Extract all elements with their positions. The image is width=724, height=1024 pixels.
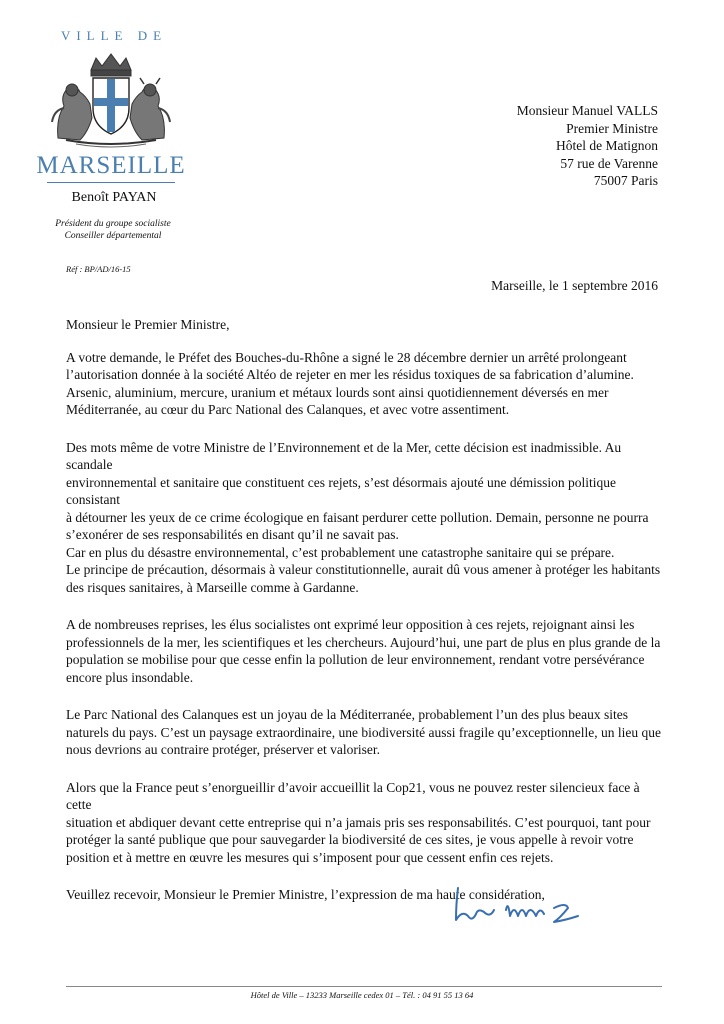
text-line: situation et abdiquer devant cette entreprise qui n’a jamais pris ses responsabilités. C’est pourquoi, tant pour xyxy=(66,814,651,830)
salutation: Monsieur le Premier Ministre, xyxy=(66,317,230,332)
text-line: professionnels de la mer, les scientifiques et les chercheurs. Aujourd’hui, une part de plus en plus grande de la xyxy=(66,634,661,650)
text-line: encore plus insondable. xyxy=(66,669,194,685)
text-line: A de nombreuses reprises, les élus socialistes ont exprimé leur opposition à ces rejets, rejoignant ainsi les xyxy=(66,617,635,632)
text-line: population se mobilise pour que cesse enfin la pollution de leur environnement, rendant votre persévérance xyxy=(66,652,645,667)
letterhead-rule xyxy=(47,182,175,183)
text-line: à détourner les yeux de ce crime écologique en faisant perdurer cette pollution. Demain, personne ne pourra xyxy=(66,509,649,525)
city-name: MARSEILLE xyxy=(36,152,186,179)
paragraph xyxy=(66,616,662,686)
paragraph xyxy=(66,349,662,419)
marseille-coat-of-arms-icon xyxy=(46,48,176,150)
letter-body xyxy=(66,316,662,924)
text-line: A votre demande, le Préfet des Bouches-du-Rhône a signé le 28 décembre dernier un arrêté prolongeant xyxy=(66,349,627,365)
handwritten-signature-icon xyxy=(450,880,600,930)
recipient-line: 57 rue de Varenne xyxy=(560,155,658,171)
text-line: Le principe de précaution, désormais à valeur constitutionnelle, aurait dû vous amener à protéger les habitants xyxy=(66,562,661,577)
reference: Réf : BP/AD/16-15 xyxy=(66,264,131,274)
footer-rule xyxy=(66,986,662,987)
closing: Veuillez recevoir, Monsieur le Premier Ministre, l’expression de ma haute considération, xyxy=(66,887,545,902)
ville-de-label: VILLE DE xyxy=(60,28,168,43)
sender-title-1: Président du groupe socialiste xyxy=(55,219,171,229)
text-line: s’exonérer de ses responsabilités en disant qu’il ne savait pas. xyxy=(66,527,399,542)
paragraph xyxy=(66,779,662,867)
footer-address: Hôtel de Ville – 13233 Marseille cedex 01 – Tél. : 04 91 55 13 64 xyxy=(250,990,474,1000)
text-line: l’autorisation donnée à la société Altéo de rejeter en mer les résidus toxiques de sa fabrication d’alumine. xyxy=(66,367,634,382)
text-line: des risques sanitaires, à Marseille comme à Gardanne. xyxy=(66,579,359,595)
text-line: Des mots même de votre Ministre de l’Environnement et de la Mer, cette décision est inadmissible. Au scandale xyxy=(66,439,622,472)
text-line: Arsenic, aluminium, mercure, uranium et métaux lourds sont ainsi quotidiennement déversés en mer xyxy=(66,384,609,400)
sender-title-2: Conseiller départemental xyxy=(64,231,162,241)
paragraph xyxy=(66,706,662,759)
recipient-address xyxy=(517,102,658,190)
text-line: protéger la santé publique que pour sauvegarder la biodiversité de ces sites, je vous appelle à revoir votre xyxy=(66,832,634,847)
recipient-line: Hôtel de Matignon xyxy=(556,138,658,153)
sender-titles xyxy=(28,218,198,242)
text-line: Méditerranée, au cœur du Parc National des Calanques, et avec votre assentiment. xyxy=(66,402,510,417)
paragraph xyxy=(66,439,662,597)
recipient-line: 75007 Paris xyxy=(593,173,658,188)
text-line: environnemental et sanitaire que constituent ces rejets, s’est désormais ajouté une démission politique consistant xyxy=(66,474,616,507)
dateline: Marseille, le 1 septembre 2016 xyxy=(491,278,658,293)
text-line: Alors que la France peut s’enorgueillir d’avoir accueillit la Cop21, vous ne pouvez rester silencieux face à cette xyxy=(66,779,640,812)
sender-name: Benoît PAYAN xyxy=(71,190,157,205)
recipient-line: Premier Ministre xyxy=(566,120,658,136)
text-line: naturels du pays. C’est un paysage extraordinaire, une biodiversité aussi fragile qu’exceptionnelle, un lieu que xyxy=(66,724,661,740)
text-line: position et à mettre en œuvre les mesures qui s’imposent pour que cessent enfin ces rejets. xyxy=(66,849,554,865)
text-line: Le Parc National des Calanques est un joyau de la Méditerranée, probablement l’un des plus beaux sites xyxy=(66,707,628,722)
text-line: Car en plus du désastre environnemental, c’est probablement une catastrophe sanitaire qui se prépare. xyxy=(66,544,615,560)
recipient-line: Monsieur Manuel VALLS xyxy=(516,103,658,118)
letterhead xyxy=(36,28,186,183)
text-line: nous devrions au contraire protéger, préserver et valoriser. xyxy=(66,742,380,757)
